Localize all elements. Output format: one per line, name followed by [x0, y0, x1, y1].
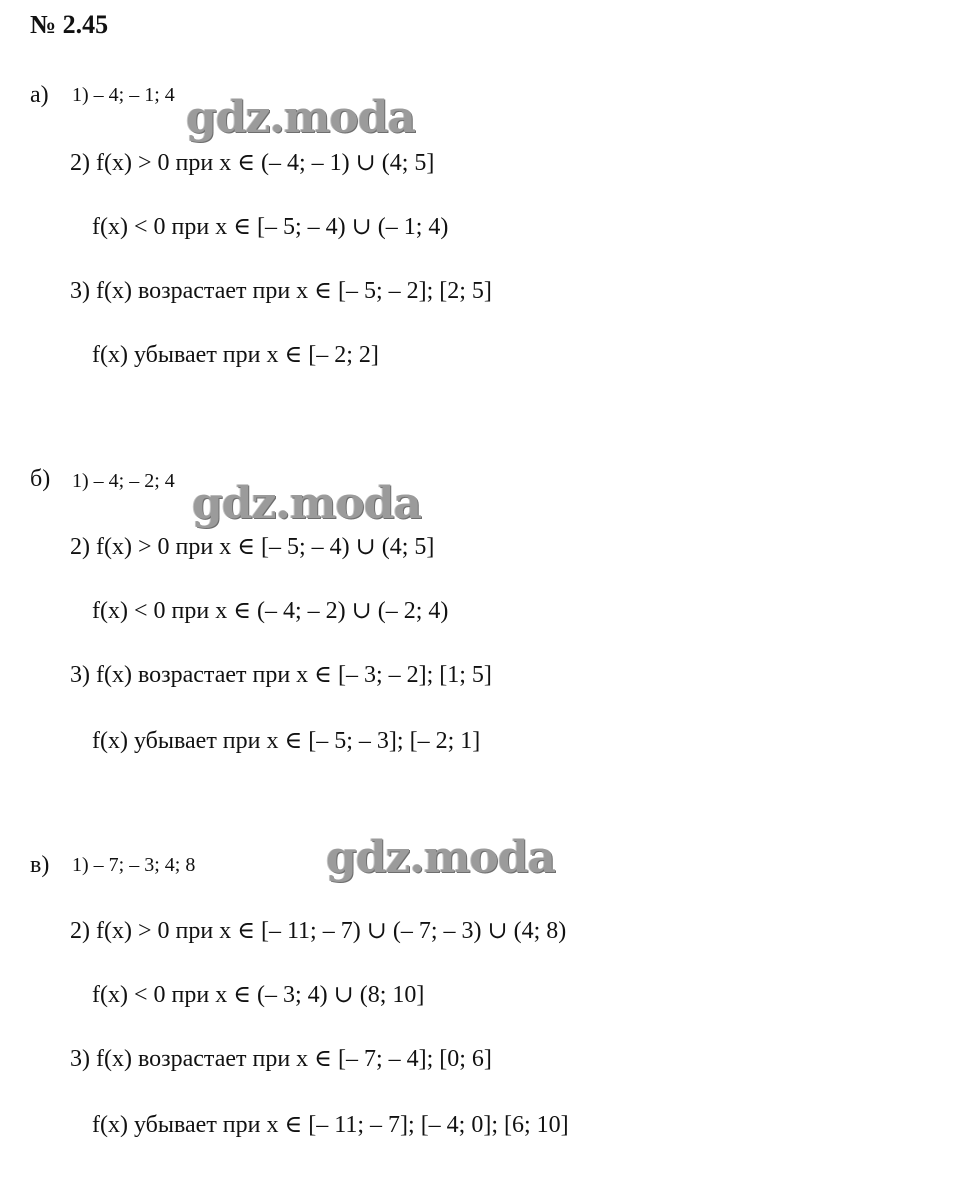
section-c-increasing: 3) f(x) возрастает при x ∈ [– 7; – 4]; [0; 6] — [70, 1046, 492, 1072]
watermark-b: gdz.moda — [192, 478, 422, 529]
section-a-positive: 2) f(x) > 0 при x ∈ (– 4; – 1) ∪ (4; 5] — [70, 150, 435, 176]
section-c-positive: 2) f(x) > 0 при x ∈ [– 11; – 7) ∪ (– 7; – 3) ∪ (4; 8) — [70, 918, 567, 944]
section-b-roots: 1) – 4; – 2; 4 — [72, 470, 175, 492]
section-a-negative: f(x) < 0 при x ∈ [– 5; – 4) ∪ (– 1; 4) — [92, 214, 449, 240]
section-a-increasing: 3) f(x) возрастает при x ∈ [– 5; – 2]; [2; 5] — [70, 278, 492, 304]
section-b-increasing: 3) f(x) возрастает при x ∈ [– 3; – 2]; [1; 5] — [70, 662, 492, 688]
section-a-decreasing: f(x) убывает при x ∈ [– 2; 2] — [92, 342, 379, 368]
section-c-decreasing: f(x) убывает при x ∈ [– 11; – 7]; [– 4; 0]; [6; 10] — [92, 1112, 569, 1138]
section-b-positive: 2) f(x) > 0 при x ∈ [– 5; – 4) ∪ (4; 5] — [70, 534, 435, 560]
watermark-a: gdz.moda — [186, 92, 416, 143]
watermark-c: gdz.moda — [326, 832, 556, 883]
section-c-roots: 1) – 7; – 3; 4; 8 — [72, 854, 196, 876]
section-a-label: а) — [30, 82, 49, 108]
problem-number: № 2.45 — [30, 10, 109, 39]
section-c-negative: f(x) < 0 при x ∈ (– 3; 4) ∪ (8; 10] — [92, 982, 425, 1008]
section-b-label: б) — [30, 466, 51, 492]
section-b-negative: f(x) < 0 при x ∈ (– 4; – 2) ∪ (– 2; 4) — [92, 598, 449, 624]
section-a-roots: 1) – 4; – 1; 4 — [72, 84, 175, 106]
section-b-decreasing: f(x) убывает при x ∈ [– 5; – 3]; [– 2; 1] — [92, 728, 481, 754]
section-c-label: в) — [30, 852, 50, 878]
